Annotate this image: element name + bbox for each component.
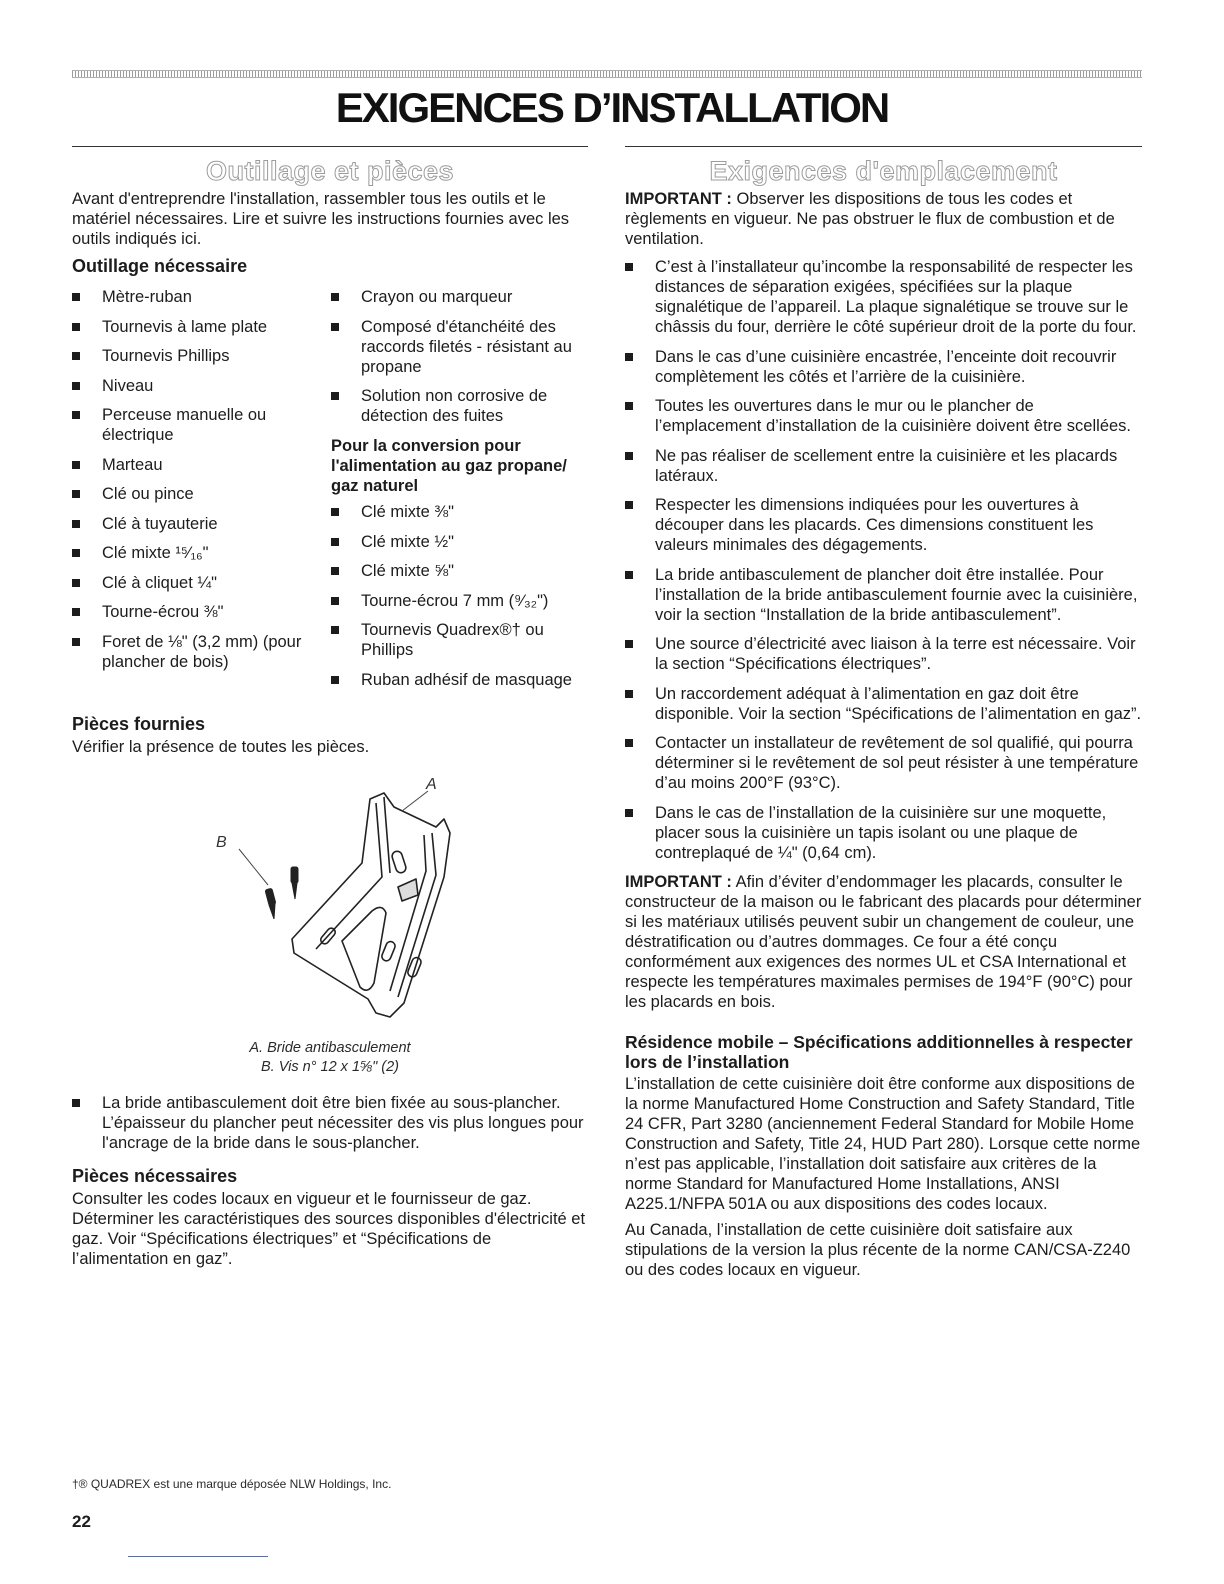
list-item: Clé mixte ⅝" [331, 561, 588, 581]
list-item: Tourne-écrou 7 mm (⁹⁄₃₂") [331, 591, 588, 611]
list-item: Ruban adhésif de masquage [331, 670, 588, 690]
list-item: La bride antibasculement doit être bien fixée au sous-plancher. L’épaisseur du plancher peut nécessiter des vis plus longues pour l'ancrage de la bride dans le sous-plancher. [72, 1093, 588, 1153]
important-text: Afin d’éviter d’endommager les placards, consulter le constructeur de la maison ou le fabricant des placards pour déterminer si les matériaux utilisés peuvent subir un changement de couleur, une déstratification ou d’autres dommages. Ce four a été conçu conformément aux exigences des normes UL et CSA International et respecte les températures maximales permises de 194°F (90°C) pour les placards en bois. [625, 873, 1142, 1011]
list-item: La bride antibasculement de plancher doit être installée. Pour l’installation de la bride antibasculement fournie avec la cuisinière, voir la section “Installation de la bride antibasculement”. [625, 565, 1142, 625]
header-rule [72, 70, 1142, 78]
list-item: Foret de ⅛" (3,2 mm) (pour plancher de bois) [72, 632, 331, 672]
tools-list-col1 [72, 287, 331, 699]
bottom-link-rule [128, 1556, 268, 1557]
list-item: Tournevis à lame plate [72, 317, 331, 337]
list-item: Mètre-ruban [72, 287, 331, 307]
important-text: Observer les dispositions de tous les codes et règlements en vigueur. Ne pas obstruer le flux de combustion et de ventilation. [625, 190, 1115, 248]
list-item: Crayon ou marqueur [331, 287, 588, 307]
location-requirements-list [625, 257, 1142, 863]
left-column-rule [72, 146, 588, 147]
tools-list-col2-wrap [331, 287, 588, 699]
important-label: IMPORTANT : [625, 190, 732, 208]
bracket-note-list [72, 1093, 588, 1153]
list-item: Niveau [72, 376, 331, 396]
list-item: Clé ou pince [72, 484, 331, 504]
list-item: Clé à cliquet ¼" [72, 573, 331, 593]
important-notice-2 [625, 872, 1142, 1012]
tools-intro: Avant d'entreprendre l'installation, rassembler tous les outils et le matériel nécessaires. Lire et suivre les instructions fournies avec les outils indiqués ici. [72, 190, 570, 248]
mobile-home-text-2: Au Canada, l’installation de cette cuisinière doit satisfaire aux stipulations de la version la plus récente de la norme CAN/CSA-Z240 ou des codes locaux en vigueur. [625, 1221, 1131, 1279]
tools-required-heading: Outillage nécessaire [72, 256, 248, 276]
page-title: EXIGENCES D’INSTALLATION [335, 84, 889, 131]
parts-supplied-text: Vérifier la présence de toutes les pièces. [72, 738, 370, 756]
list-item: Composé d'étanchéité des raccords filetés - résistant au propane [331, 317, 588, 377]
list-item: Une source d’électricité avec liaison à la terre est nécessaire. Voir la section “Spécifications électriques”. [625, 634, 1142, 674]
section-heading-location: Exigences d'emplacement [709, 156, 1058, 186]
left-column [72, 146, 588, 1275]
parts-supplied-heading: Pièces fournies [72, 714, 206, 734]
anti-tip-bracket-illustration [72, 767, 588, 1039]
list-item: Perceuse manuelle ou électrique [72, 405, 331, 445]
list-item: Dans le cas d’une cuisinière encastrée, l’enceinte doit recouvrir complètement les côtés et l’arrière de la cuisinière. [625, 347, 1142, 387]
list-item: Un raccordement adéquat à l’alimentation en gaz doit être disponible. Voir la section “Spécifications de l’alimentation en gaz”. [625, 684, 1142, 724]
list-item: Marteau [72, 455, 331, 475]
right-column-rule [625, 146, 1142, 147]
list-item: Clé à tuyauterie [72, 514, 331, 534]
list-item: Respecter les dimensions indiquées pour les ouvertures à découper dans les placards. Ces dimensions constituent les valeurs minimales des dégagements. [625, 495, 1142, 555]
tools-list-col2 [331, 287, 588, 426]
conversion-heading: Pour la conversion pour l'alimentation au gaz propane/ gaz naturel [331, 437, 567, 495]
list-item: Clé mixte ¹⁵⁄₁₆" [72, 543, 331, 563]
mobile-home-text-1: L’installation de cette cuisinière doit être conforme aux dispositions de la norme Manufactured Home Construction and Safety Standard, Title 24 CFR, Part 3280 (anciennement Federal Standard for Mobile Home Construction and Safety, Title 24, HUD Part 280). Lorsque cette norme n’est pas applicable, l’installation doit satisfaire aux critères de la norme Standard for Manufactured Home Installations, ANSI A225.1/NFPA 501A ou aux dispositions des codes locaux. [625, 1075, 1141, 1213]
important-label: IMPORTANT : [625, 873, 732, 891]
page-number: 22 [72, 1512, 91, 1531]
list-item: Solution non corrosive de détection des fuites [331, 386, 588, 426]
list-item: C’est à l’installateur qu’incombe la responsabilité de respecter les distances de séparation exigées, spécifiées sur la plaque signalétique de l’appareil. La plaque signalétique se trouve sur le châssis du four, derrière le côté supérieur droit de la porte du four. [625, 257, 1142, 337]
list-item: Tournevis Phillips [72, 346, 331, 366]
list-item: Toutes les ouvertures dans le mur ou le plancher de l’emplacement d’installation de la cuisinière doivent être scellées. [625, 396, 1142, 436]
conversion-list [331, 502, 588, 690]
important-notice-1 [625, 189, 1142, 249]
mobile-home-heading: Résidence mobile – Spécifications additionnelles à respecter lors de l’installation [625, 1032, 1133, 1072]
list-item: Contacter un installateur de revêtement de sol qualifié, qui pourra déterminer si le revêtement de sol peut résister à une température d’au moins 200°F (93°C). [625, 733, 1142, 793]
list-item: Clé mixte ⅜" [331, 502, 588, 522]
list-item: Clé mixte ½" [331, 532, 588, 552]
bracket-figure [72, 767, 588, 1039]
right-column [625, 146, 1142, 1286]
list-item: Tourne-écrou ⅜" [72, 602, 331, 622]
section-heading-tools-parts: Outillage et pièces [205, 156, 455, 186]
figure-label-b: B [216, 834, 227, 851]
list-item: Tournevis Quadrex®† ou Phillips [331, 620, 588, 660]
footnote: †® QUADREX est une marque déposée NLW Holdings, Inc. [72, 1477, 392, 1491]
parts-required-text: Consulter les codes locaux en vigueur et le fournisseur de gaz. Déterminer les caractéristiques des sources disponibles d'électricité et gaz. Voir “Spécifications électriques” et “Spécifications de l’alimentation en gaz”. [72, 1190, 586, 1268]
parts-required-heading: Pièces nécessaires [72, 1166, 238, 1186]
figure-label-a: A [426, 776, 437, 793]
tools-lists [72, 287, 588, 699]
figure-caption-a: A. Bride antibasculement [249, 1040, 411, 1056]
figure-caption-b: B. Vis n° 12 x 1⅝" (2) [260, 1059, 400, 1075]
list-item: Ne pas réaliser de scellement entre la cuisinière et les placards latéraux. [625, 446, 1142, 486]
list-item: Dans le cas de l’installation de la cuisinière sur une moquette, placer sous la cuisinière un tapis isolant ou une plaque de contreplaqué de ¼" (0,64 cm). [625, 803, 1142, 863]
